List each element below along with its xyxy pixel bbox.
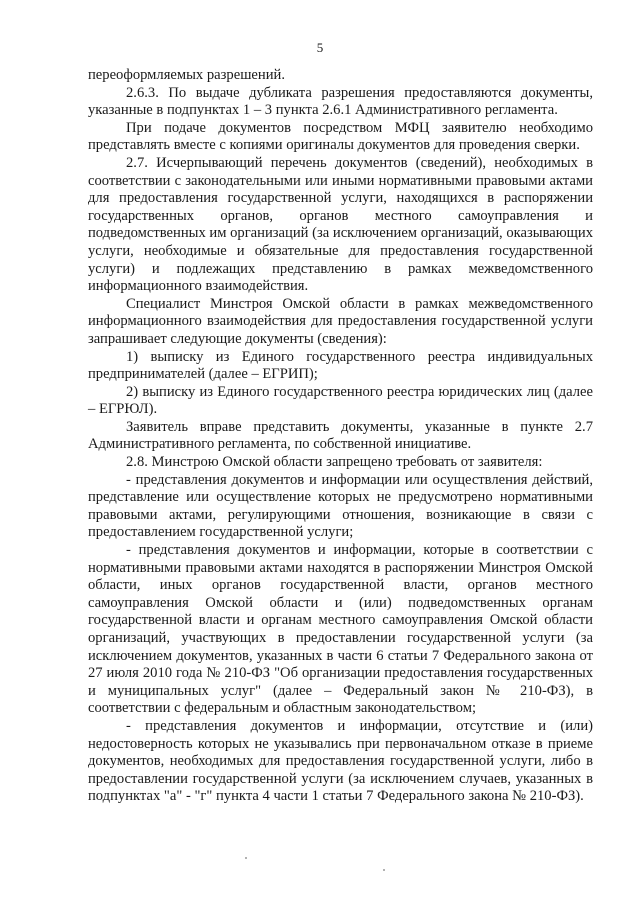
list-item-prohibition-1: - представления документов и информации или осуществления действий, представление или осуществление которых не предусмотрено нормативными правовыми актами, регулирующими отношения, возникающие в связи с предоставлением государственной услуги; bbox=[88, 471, 593, 541]
scan-speck bbox=[245, 857, 247, 859]
list-item-prohibition-2: - представления документов и информации, которые в соответствии с нормативными правовыми актами находятся в распоряжении Минстроя Омской области, иных органов государственной власти, органов местного самоуправления Омской области и (или) подведомственных органам государственной власти и органам местного самоуправления Омской области организаций, участвующих в предоставлении государственной услуги (за исключением документов, указанных в части 6 статьи 7 Федерального закона от 27 июля 2010 года № 210-ФЗ "Об организации предоставления государственных и муниципальных услуг" (далее – Федеральный закон № 210-ФЗ), в соответствии с федеральным и областным законодательством; bbox=[88, 542, 593, 717]
paragraph-2-8: 2.8. Минстрою Омской области запрещено требовать от заявителя: bbox=[126, 454, 543, 471]
paragraph-2-7: 2.7. Исчерпывающий перечень документов (сведений), необходимых в соответствии с законодательными или иными нормативными правовыми актами для предоставления государственной услуги, находящихся в распоряжении государственных органов, органов местного самоуправления и подведомственных им организаций (за исключением организаций, оказывающих услуги, необходимые и обязательные для предоставления государственной услуги) и подлежащих представлению в рамках межведомственного информационного взаимодействия. bbox=[88, 154, 593, 295]
paragraph-2-6-3: 2.6.3. По выдаче дубликата разрешения предоставляются документы, указанные в подпунктах 1 – 3 пункта 2.6.1 Административного регламента. bbox=[88, 84, 593, 119]
document-body bbox=[88, 67, 593, 806]
page-number: 5 bbox=[316, 40, 324, 55]
paragraph-specialist-request: Специалист Минстроя Омской области в рамках межведомственного информационного взаимодействия для предоставления государственной услуги запрашивает следующие документы (сведения): bbox=[88, 295, 593, 347]
list-item-prohibition-3: - представления документов и информации, отсутствие и (или) недостоверность которых не указывались при первоначальном отказе в приеме документов, необходимых для предоставления государственной услуги, либо в предоставлении государственной услуги (за исключением случаев, указанных в подпунктах "а" - "г" пункта 4 части 1 статьи 7 Федерального закона № 210-ФЗ). bbox=[88, 717, 593, 805]
paragraph-continuation: переоформляемых разрешений. bbox=[88, 67, 285, 83]
list-item-egrul: 2) выписку из Единого государственного реестра юридических лиц (далее – ЕГРЮЛ). bbox=[88, 383, 593, 418]
list-item-egrip: 1) выписку из Единого государственного реестра индивидуальных предпринимателей (далее – ЕГРИП); bbox=[88, 348, 593, 383]
paragraph-applicant-right: Заявитель вправе представить документы, указанные в пункте 2.7 Административного регламента, по собственной инициативе. bbox=[88, 418, 593, 453]
scan-speck bbox=[383, 869, 385, 871]
paragraph-mfc-originals: При подаче документов посредством МФЦ заявителю необходимо представлять вместе с копиями оригиналы документов для проведения сверки. bbox=[88, 119, 593, 154]
